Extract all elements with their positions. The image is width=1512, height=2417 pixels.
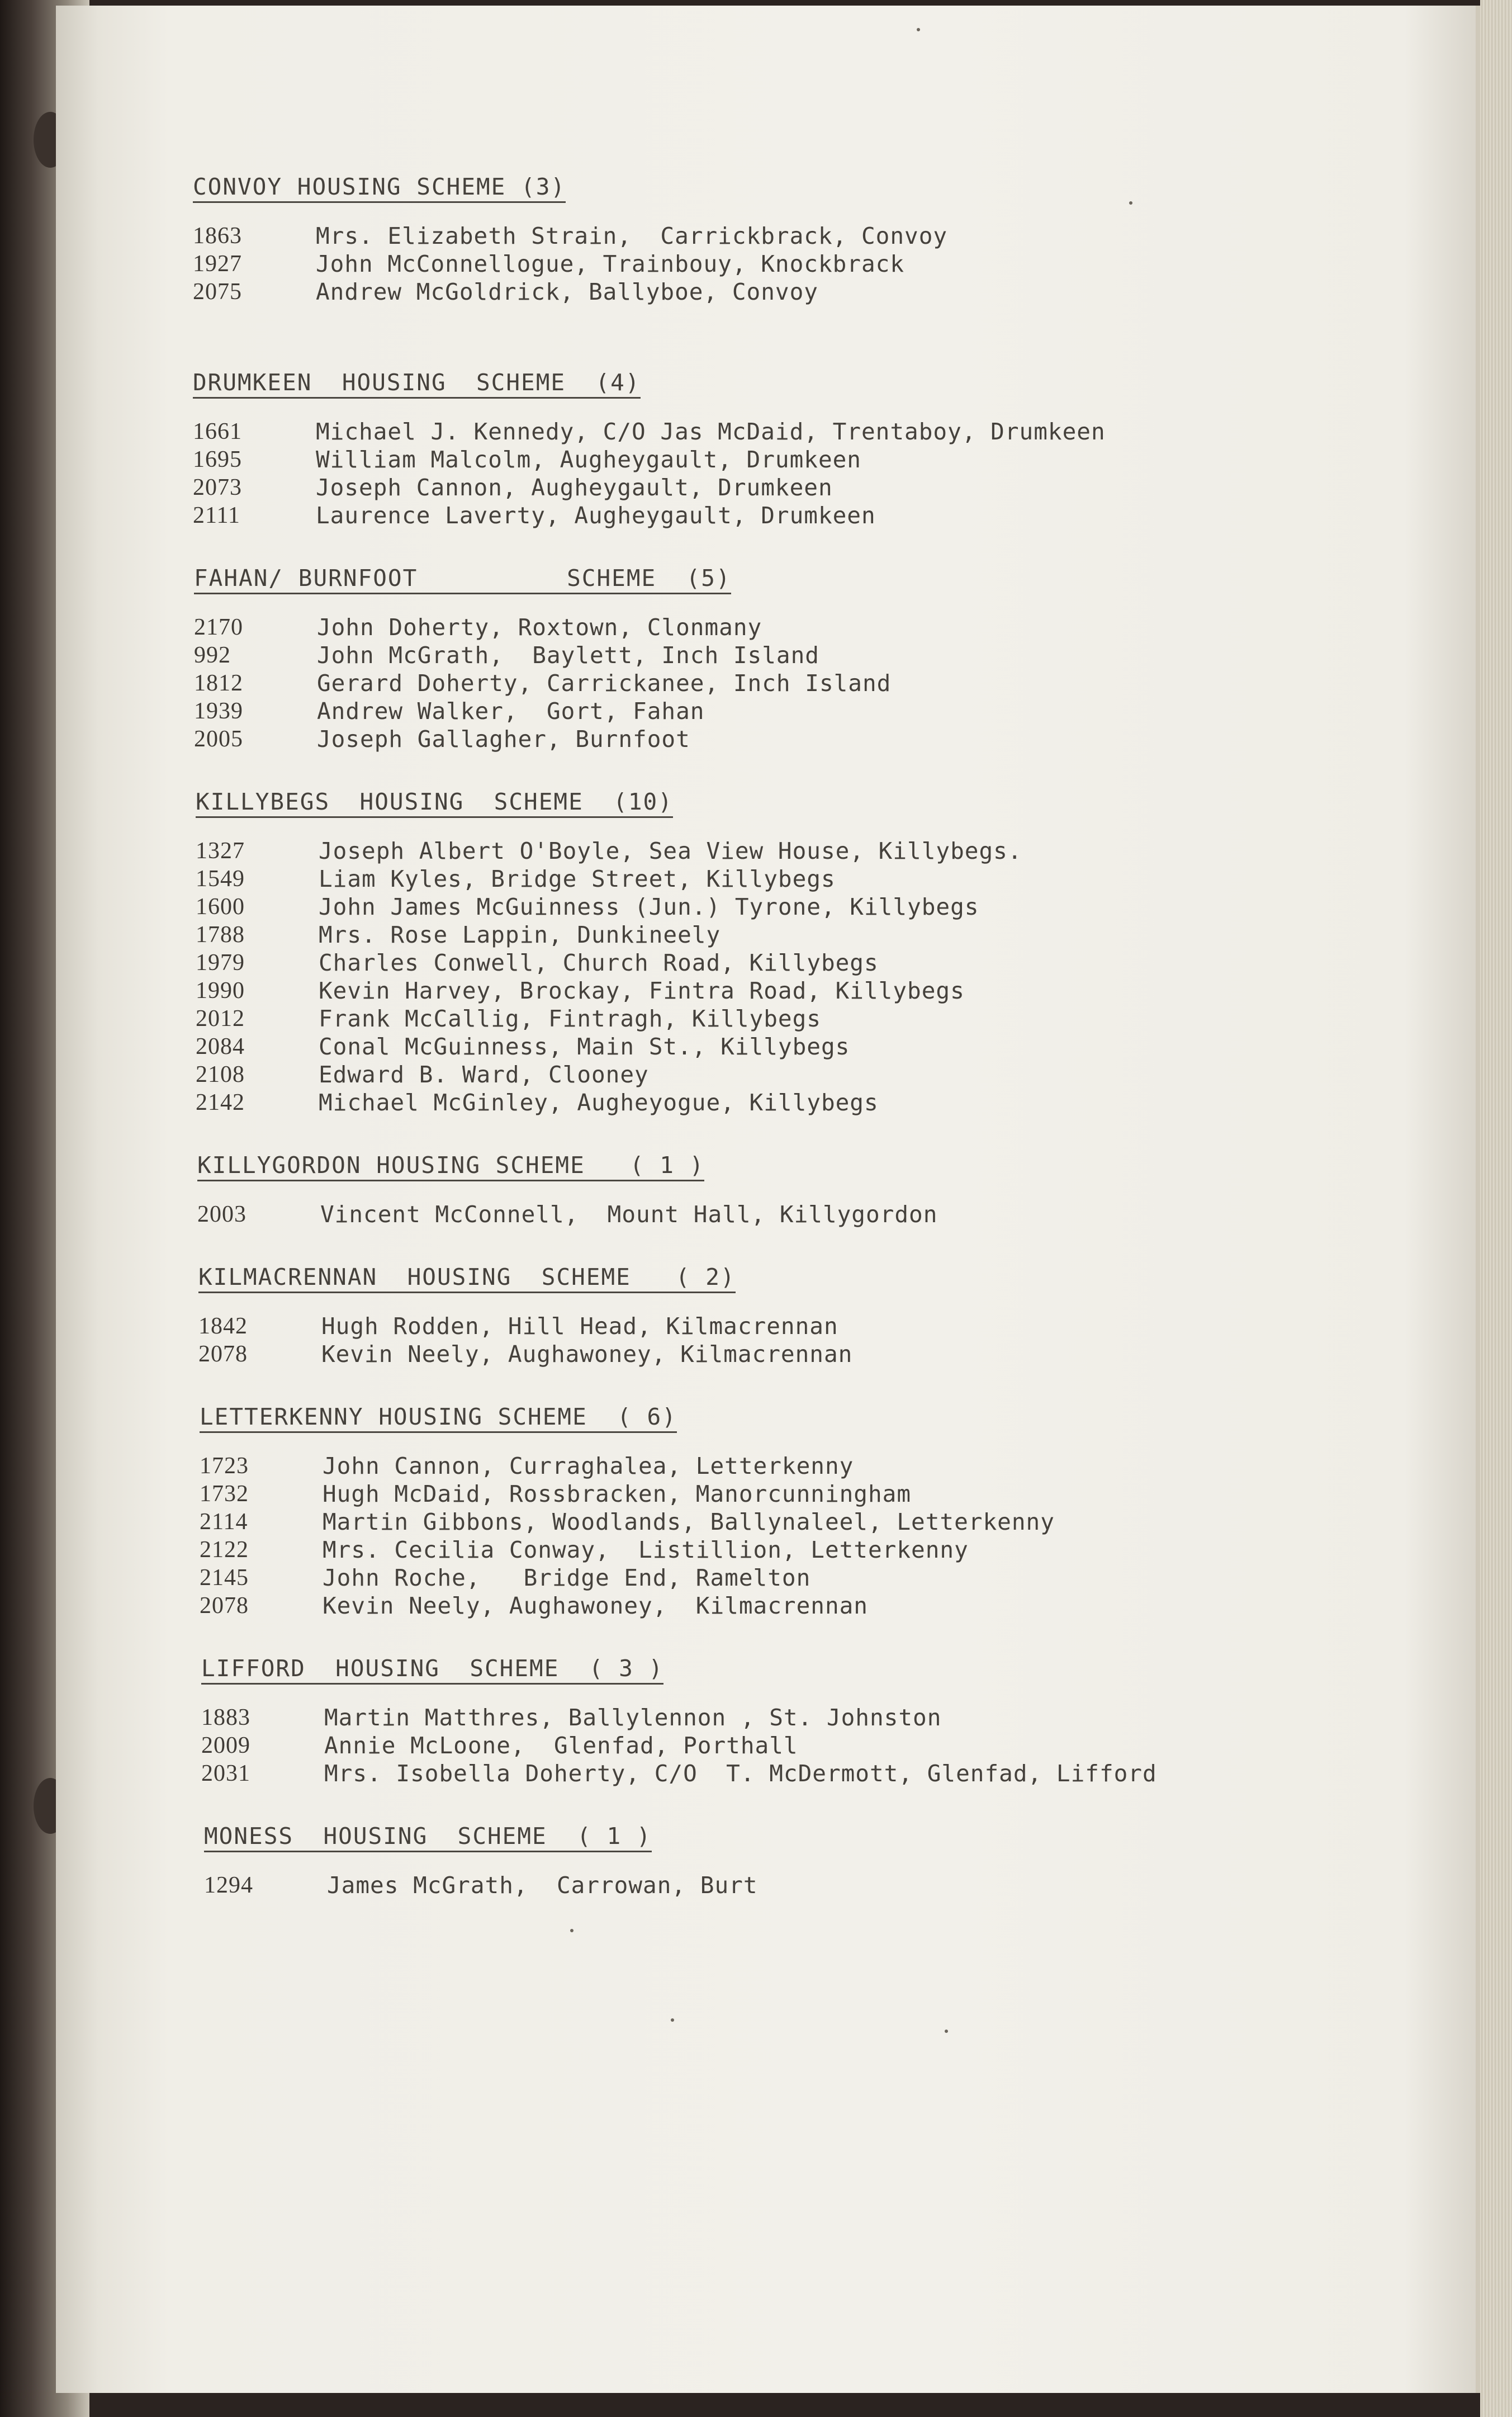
list-item: [194, 613, 891, 641]
section-heading: MONESS HOUSING SCHEME ( 1 ): [204, 1823, 652, 1852]
entry-number: 1327: [196, 838, 245, 864]
list-item: [196, 1089, 1022, 1117]
list-item: [193, 502, 1106, 529]
section-heading: FAHAN/ BURNFOOT SCHEME (5): [194, 565, 731, 594]
list-item: [200, 1564, 1055, 1592]
section-heading: KILLYGORDON HOUSING SCHEME ( 1 ): [197, 1152, 704, 1181]
entry-number: 2003: [197, 1202, 247, 1227]
entry-number: 1990: [196, 978, 245, 1004]
list-item: [197, 1200, 937, 1228]
page-edges: [1480, 0, 1512, 2417]
entry-number: 1842: [198, 1313, 248, 1339]
section-convoy: [193, 173, 947, 306]
list-item: [201, 1759, 1157, 1787]
list-item: [200, 1592, 1055, 1620]
entry-number: 2108: [196, 1062, 245, 1087]
entry-number: 2005: [194, 726, 243, 752]
list-item: [196, 893, 1022, 921]
entry-number: 1600: [196, 894, 245, 920]
list-item: [200, 1452, 1055, 1480]
entry-text: Annie McLoone, Glenfad, Porthall: [324, 1732, 798, 1759]
section-lifford: [201, 1655, 1157, 1787]
entry-text: John Cannon, Curraghalea, Letterkenny: [323, 1453, 854, 1479]
entry-text: Liam Kyles, Bridge Street, Killybegs: [319, 865, 836, 892]
entry-number: 2078: [200, 1593, 249, 1619]
entry-number: 1661: [193, 419, 242, 444]
entry-number: 1883: [201, 1705, 250, 1730]
entry-text: Mrs. Rose Lappin, Dunkineely: [319, 921, 721, 948]
entry-text: Joseph Cannon, Augheygault, Drumkeen: [316, 474, 833, 501]
entry-number: 1549: [196, 866, 245, 892]
entry-text: Andrew McGoldrick, Ballyboe, Convoy: [316, 278, 818, 305]
entry-number: 1723: [200, 1453, 249, 1479]
list-item: [193, 250, 947, 278]
entry-text: Hugh Rodden, Hill Head, Kilmacrennan: [321, 1313, 838, 1340]
entry-text: Martin Gibbons, Woodlands, Ballynaleel, Letterkenny: [323, 1508, 1055, 1535]
entry-number: 992: [194, 642, 231, 668]
section-drumkeen: [193, 369, 1106, 529]
section-killybegs: [196, 788, 1022, 1117]
entry-number: 2145: [200, 1565, 249, 1591]
section-heading: DRUMKEEN HOUSING SCHEME (4): [193, 369, 641, 399]
entry-text: Kevin Harvey, Brockay, Fintra Road, Killybegs: [319, 977, 965, 1004]
list-item: [198, 1340, 852, 1368]
list-item: [194, 697, 891, 725]
entry-text: Kevin Neely, Aughawoney, Kilmacrennan: [321, 1341, 853, 1368]
entry-number: 1939: [194, 698, 243, 724]
entry-text: Mrs. Cecilia Conway, Listillion, Letterkenny: [323, 1536, 969, 1563]
entry-number: 2009: [201, 1733, 250, 1758]
entry-text: Michael J. Kennedy, C/O Jas McDaid, Trentaboy, Drumkeen: [316, 418, 1106, 445]
list-item: [193, 222, 947, 250]
entry-number: 1788: [196, 922, 245, 948]
section-letterkenny: [200, 1403, 1055, 1620]
entry-number: 2111: [193, 503, 240, 528]
list-item: [204, 1871, 758, 1899]
entry-text: William Malcolm, Augheygault, Drumkeen: [316, 446, 861, 473]
entry-number: 1732: [200, 1481, 249, 1507]
entry-number: 1979: [196, 950, 245, 976]
list-item: [196, 1033, 1022, 1061]
entry-text: Joseph Albert O'Boyle, Sea View House, Killybegs.: [319, 838, 1022, 864]
entry-number: 2142: [196, 1090, 245, 1115]
list-item: [200, 1480, 1055, 1508]
list-item: [196, 1005, 1022, 1033]
entry-text: John McConnellogue, Trainbouy, Knockbrack: [316, 250, 905, 277]
list-item: [198, 1312, 852, 1340]
entry-text: Mrs. Elizabeth Strain, Carrickbrack, Convoy: [316, 223, 948, 249]
section-heading: KILLYBEGS HOUSING SCHEME (10): [196, 788, 673, 818]
section-moness: [204, 1823, 758, 1899]
entry-number: 1812: [194, 670, 243, 696]
entry-number: 2012: [196, 1006, 245, 1032]
entry-text: Joseph Gallagher, Burnfoot: [317, 726, 690, 753]
entry-text: Edward B. Ward, Clooney: [319, 1061, 649, 1088]
list-item: [193, 278, 947, 306]
list-item: [193, 446, 1106, 474]
entry-text: Vincent McConnell, Mount Hall, Killygordon: [320, 1201, 938, 1228]
document-page: [56, 6, 1480, 2393]
entry-text: Mrs. Isobella Doherty, C/O T. McDermott, Glenfad, Lifford: [324, 1760, 1157, 1787]
list-item: [196, 865, 1022, 893]
entry-number: 1695: [193, 447, 242, 472]
entry-text: John Doherty, Roxtown, Clonmany: [317, 614, 762, 641]
section-kilmacrennan: [198, 1264, 852, 1368]
entry-text: Frank McCallig, Fintragh, Killybegs: [319, 1005, 821, 1032]
list-item: [194, 669, 891, 697]
entry-text: James McGrath, Carrowan, Burt: [327, 1872, 758, 1899]
entry-text: Andrew Walker, Gort, Fahan: [317, 698, 705, 725]
entry-number: 1863: [193, 223, 242, 249]
entry-text: John Roche, Bridge End, Ramelton: [323, 1564, 811, 1591]
list-item: [196, 921, 1022, 949]
list-item: [200, 1508, 1055, 1536]
entry-number: 2170: [194, 614, 243, 640]
list-item: [196, 1061, 1022, 1089]
entry-text: John James McGuinness (Jun.) Tyrone, Killybegs: [319, 893, 979, 920]
section-heading: CONVOY HOUSING SCHEME (3): [193, 173, 566, 203]
list-item: [196, 837, 1022, 865]
entry-number: 1294: [204, 1872, 253, 1898]
entry-number: 2078: [198, 1341, 248, 1367]
section-fahan-burnfoot: [194, 565, 891, 753]
entry-number: 1927: [193, 251, 242, 277]
section-killygordon: [197, 1152, 937, 1228]
entry-text: Hugh McDaid, Rossbracken, Manorcunningham: [323, 1481, 912, 1507]
entry-number: 2084: [196, 1034, 245, 1059]
list-item: [193, 418, 1106, 446]
entry-text: Michael McGinley, Augheyogue, Killybegs: [319, 1089, 879, 1116]
section-heading: KILMACRENNAN HOUSING SCHEME ( 2): [198, 1264, 736, 1293]
entry-text: John McGrath, Baylett, Inch Island: [317, 642, 819, 669]
entry-text: Kevin Neely, Aughawoney, Kilmacrennan: [323, 1592, 868, 1619]
entry-text: Gerard Doherty, Carrickanee, Inch Island: [317, 670, 892, 697]
entry-number: 2031: [201, 1761, 250, 1786]
entry-text: Laurence Laverty, Augheygault, Drumkeen: [316, 502, 876, 529]
list-item: [196, 977, 1022, 1005]
list-item: [201, 1704, 1157, 1732]
entry-number: 2075: [193, 279, 242, 305]
entry-number: 2122: [200, 1537, 249, 1563]
list-item: [194, 641, 891, 669]
list-item: [200, 1536, 1055, 1564]
entry-text: Martin Matthres, Ballylennon , St. Johnston: [324, 1704, 942, 1731]
entry-text: Conal McGuinness, Main St., Killybegs: [319, 1033, 850, 1060]
list-item: [193, 474, 1106, 502]
list-item: [196, 949, 1022, 977]
list-item: [194, 725, 891, 753]
list-item: [201, 1732, 1157, 1759]
entry-text: Charles Conwell, Church Road, Killybegs: [319, 949, 879, 976]
section-heading: LIFFORD HOUSING SCHEME ( 3 ): [201, 1655, 663, 1685]
entry-number: 2073: [193, 475, 242, 500]
section-heading: LETTERKENNY HOUSING SCHEME ( 6): [200, 1403, 677, 1433]
entry-number: 2114: [200, 1509, 248, 1535]
